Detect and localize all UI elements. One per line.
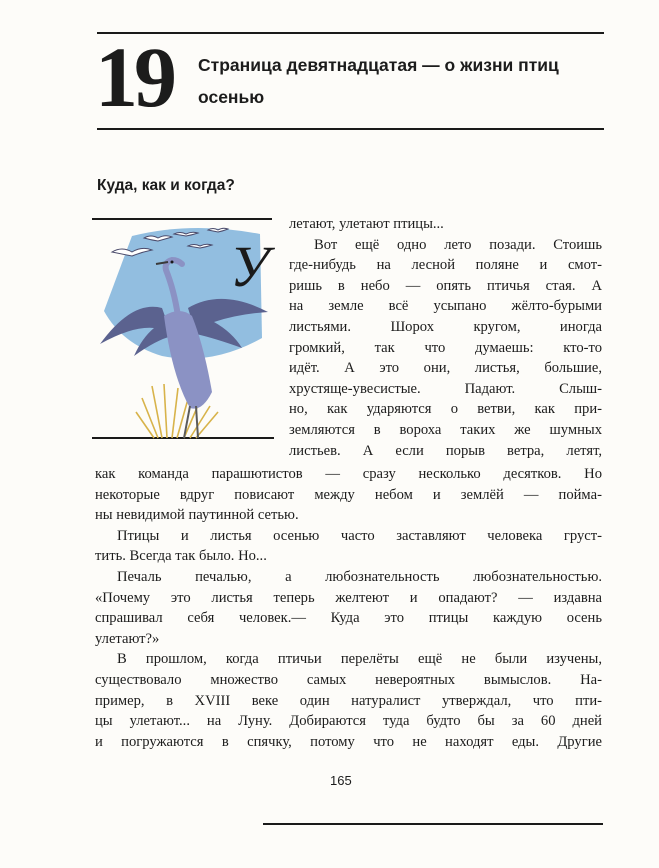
chapter-title-line-2: осенью bbox=[198, 87, 265, 107]
text-line: где-нибудь на лесной поляне и смот- bbox=[289, 257, 602, 274]
text-line: громкий, так что думаешь: кто-то bbox=[289, 339, 602, 356]
text-line: «Почему это листья теперь желтеют и опадают? — издавна bbox=[95, 589, 602, 606]
text-line: и погружаются в спячку, потому что не находят еды. Другие bbox=[95, 733, 602, 750]
page-number: 165 bbox=[330, 773, 352, 788]
text-line: но, как ударяются о ветви, как при- bbox=[289, 401, 602, 418]
text-line: летают, улетают птицы... bbox=[289, 216, 444, 232]
text-line: Вот ещё одно лето позади. Стоишь bbox=[314, 236, 602, 253]
text-line: ны невидимой паутинной сетью. bbox=[95, 507, 299, 524]
text-line: листьями. Шорох кругом, иногда bbox=[289, 319, 602, 335]
text-line: цы улетают... на Луну. Добираются туда будто бы за 60 дней bbox=[95, 713, 602, 730]
text-line: листьев. А если порыв ветра, летят, bbox=[289, 442, 602, 459]
text-line: существовало множество самых невероятных вымыслов. На- bbox=[95, 672, 602, 688]
text-line: как команда парашютистов — сразу несколько десятков. Но bbox=[95, 466, 602, 482]
section-title: Куда, как и когда? bbox=[97, 177, 235, 194]
text-line: на земле всё усыпано жёлто-бурыми bbox=[289, 298, 602, 315]
text-line: хрустяще-увесистые. Падают. Слыш- bbox=[289, 380, 602, 397]
text-line: некоторые вдруг повисают между небом и землёй — поймa- bbox=[95, 486, 602, 503]
chapter-heading bbox=[0, 0, 604, 200]
text-line: ришь в небо — опять птичья стая. А bbox=[289, 277, 602, 294]
chapter-number: 19 bbox=[95, 29, 173, 125]
text-line: пример, в XVIII веке один натуралист утверждал, что пти- bbox=[95, 692, 602, 709]
chapter-title-line-1: Страница девятнадцатая — о жизни птиц bbox=[198, 55, 559, 75]
text-line: В прошлом, когда птичьи перелёты ещё не были изучены, bbox=[117, 651, 602, 668]
text-line: земляются в вороха таких же шумных bbox=[289, 422, 602, 438]
crane-illustration bbox=[92, 216, 276, 452]
text-line: спрашивал себя человек.— Куда это птицы каждую осень bbox=[95, 610, 602, 627]
bottom-rule bbox=[263, 823, 603, 825]
text-line: Птицы и листья осенью часто заставляют человека груст- bbox=[117, 527, 602, 544]
drop-cap: У bbox=[230, 234, 270, 299]
text-line: тить. Всегда так было. Но... bbox=[95, 548, 267, 565]
text-line: улетают?» bbox=[95, 630, 160, 647]
text-line: Печаль печалью, а любознательность любознательностью. bbox=[117, 569, 602, 585]
text-line: идёт. А это они, листья, большие, bbox=[289, 360, 602, 377]
